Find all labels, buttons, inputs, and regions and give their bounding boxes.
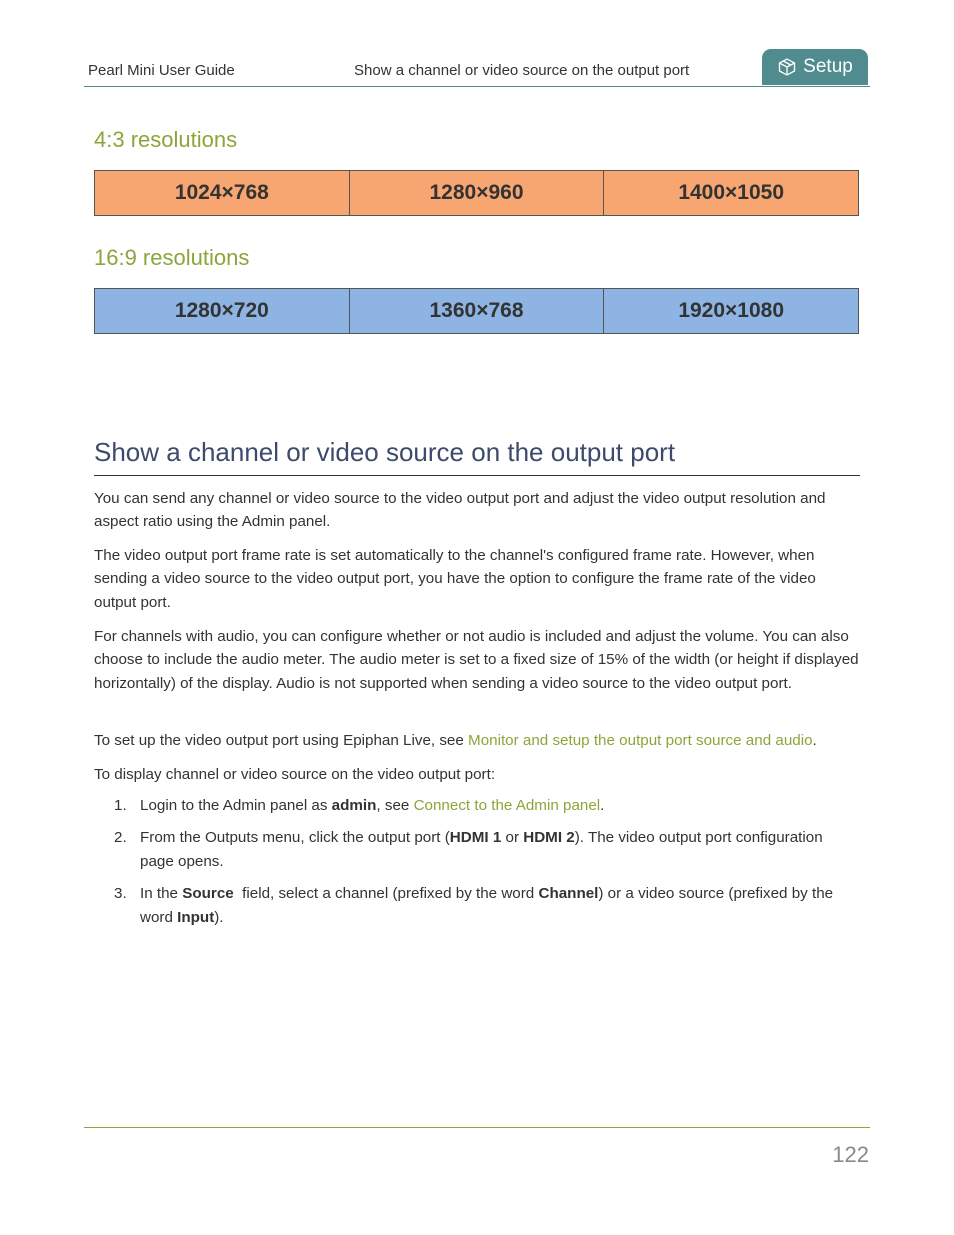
step-number: 3.: [114, 885, 127, 903]
paragraph-intro: You can send any channel or video source to the video output port and adjust the video output resolution and aspect ratio using the Admin panel.: [94, 490, 826, 531]
paragraph-text: .: [812, 732, 817, 749]
guide-title: Pearl Mini User Guide: [88, 62, 235, 79]
bold-term: Input: [177, 908, 215, 926]
list-item: [94, 794, 860, 817]
step-text: , see: [376, 797, 414, 814]
resolution-cell: 1024×768: [95, 171, 349, 215]
paragraph-steps-intro: To display channel or video source on the video output port:: [94, 766, 496, 783]
setup-tab-label: Setup: [803, 56, 853, 77]
bold-term: Source: [182, 885, 234, 903]
step-text: .: [600, 797, 605, 814]
list-item: [94, 826, 860, 873]
step-number: 2.: [114, 829, 127, 847]
step-text: ) or a video source (prefixed by the word: [140, 885, 834, 926]
step-text: ). The video output port configuration page opens.: [140, 829, 823, 870]
cube-icon: [777, 57, 797, 77]
step-text: In the: [140, 885, 183, 903]
header-divider: [84, 86, 870, 87]
topic-title: Show a channel or video source on the output port: [354, 62, 690, 79]
page-number: 122: [832, 1142, 869, 1167]
paragraph-frame-rate: The video output port frame rate is set automatically to the channel's configured frame rate. However, when sending a video source to the video output port, you have the option to configure the frame rate of the video output port.: [94, 547, 816, 611]
step-number: 1.: [114, 797, 127, 814]
steps-list: [94, 794, 860, 938]
paragraph-epiphan-live: [94, 729, 860, 752]
step-text: or: [501, 829, 524, 847]
resolution-cell: 1400×1050: [603, 171, 858, 215]
resolution-cell: 1280×720: [95, 289, 349, 333]
setup-tab[interactable]: [762, 49, 868, 85]
bold-term: HDMI 1: [449, 829, 502, 847]
heading-16-9-resolutions: 16:9 resolutions: [94, 245, 250, 270]
section-title: Show a channel or video source on the output port: [94, 437, 676, 467]
heading-4-3-resolutions: 4:3 resolutions: [94, 127, 238, 152]
section-divider: [94, 475, 860, 476]
resolution-cell: 1920×1080: [603, 289, 858, 333]
step-text: field, select a channel (prefixed by the word: [233, 885, 539, 903]
monitor-output-port-link[interactable]: Monitor and setup the output port source and audio: [468, 732, 813, 749]
resolution-cell: 1360×768: [349, 289, 604, 333]
step-text: ).: [214, 908, 224, 926]
connect-admin-panel-link[interactable]: Connect to the Admin panel: [413, 797, 601, 814]
step-text: From the Outputs menu, click the output port (: [140, 829, 450, 847]
resolutions-16-9-table: [94, 288, 859, 334]
footer-divider: [84, 1127, 870, 1128]
resolution-cell: 1280×960: [349, 171, 604, 215]
bold-term: HDMI 2: [523, 829, 575, 847]
step-text: Login to the Admin panel as: [140, 797, 332, 814]
bold-term: admin: [331, 797, 377, 814]
paragraph-text: To set up the video output port using Epiphan Live, see: [94, 732, 469, 749]
list-item: [94, 882, 860, 929]
bold-term: Channel: [538, 885, 599, 903]
resolutions-4-3-table: [94, 170, 859, 216]
paragraph-audio: For channels with audio, you can configure whether or not audio is included and adjust the volume. You can also choose to include the audio meter. The audio meter is set to a fixed size of 15% of the width (or height if displayed horizontally) of the display. Audio is not supported when sending a video source to the video output port.: [94, 628, 859, 692]
